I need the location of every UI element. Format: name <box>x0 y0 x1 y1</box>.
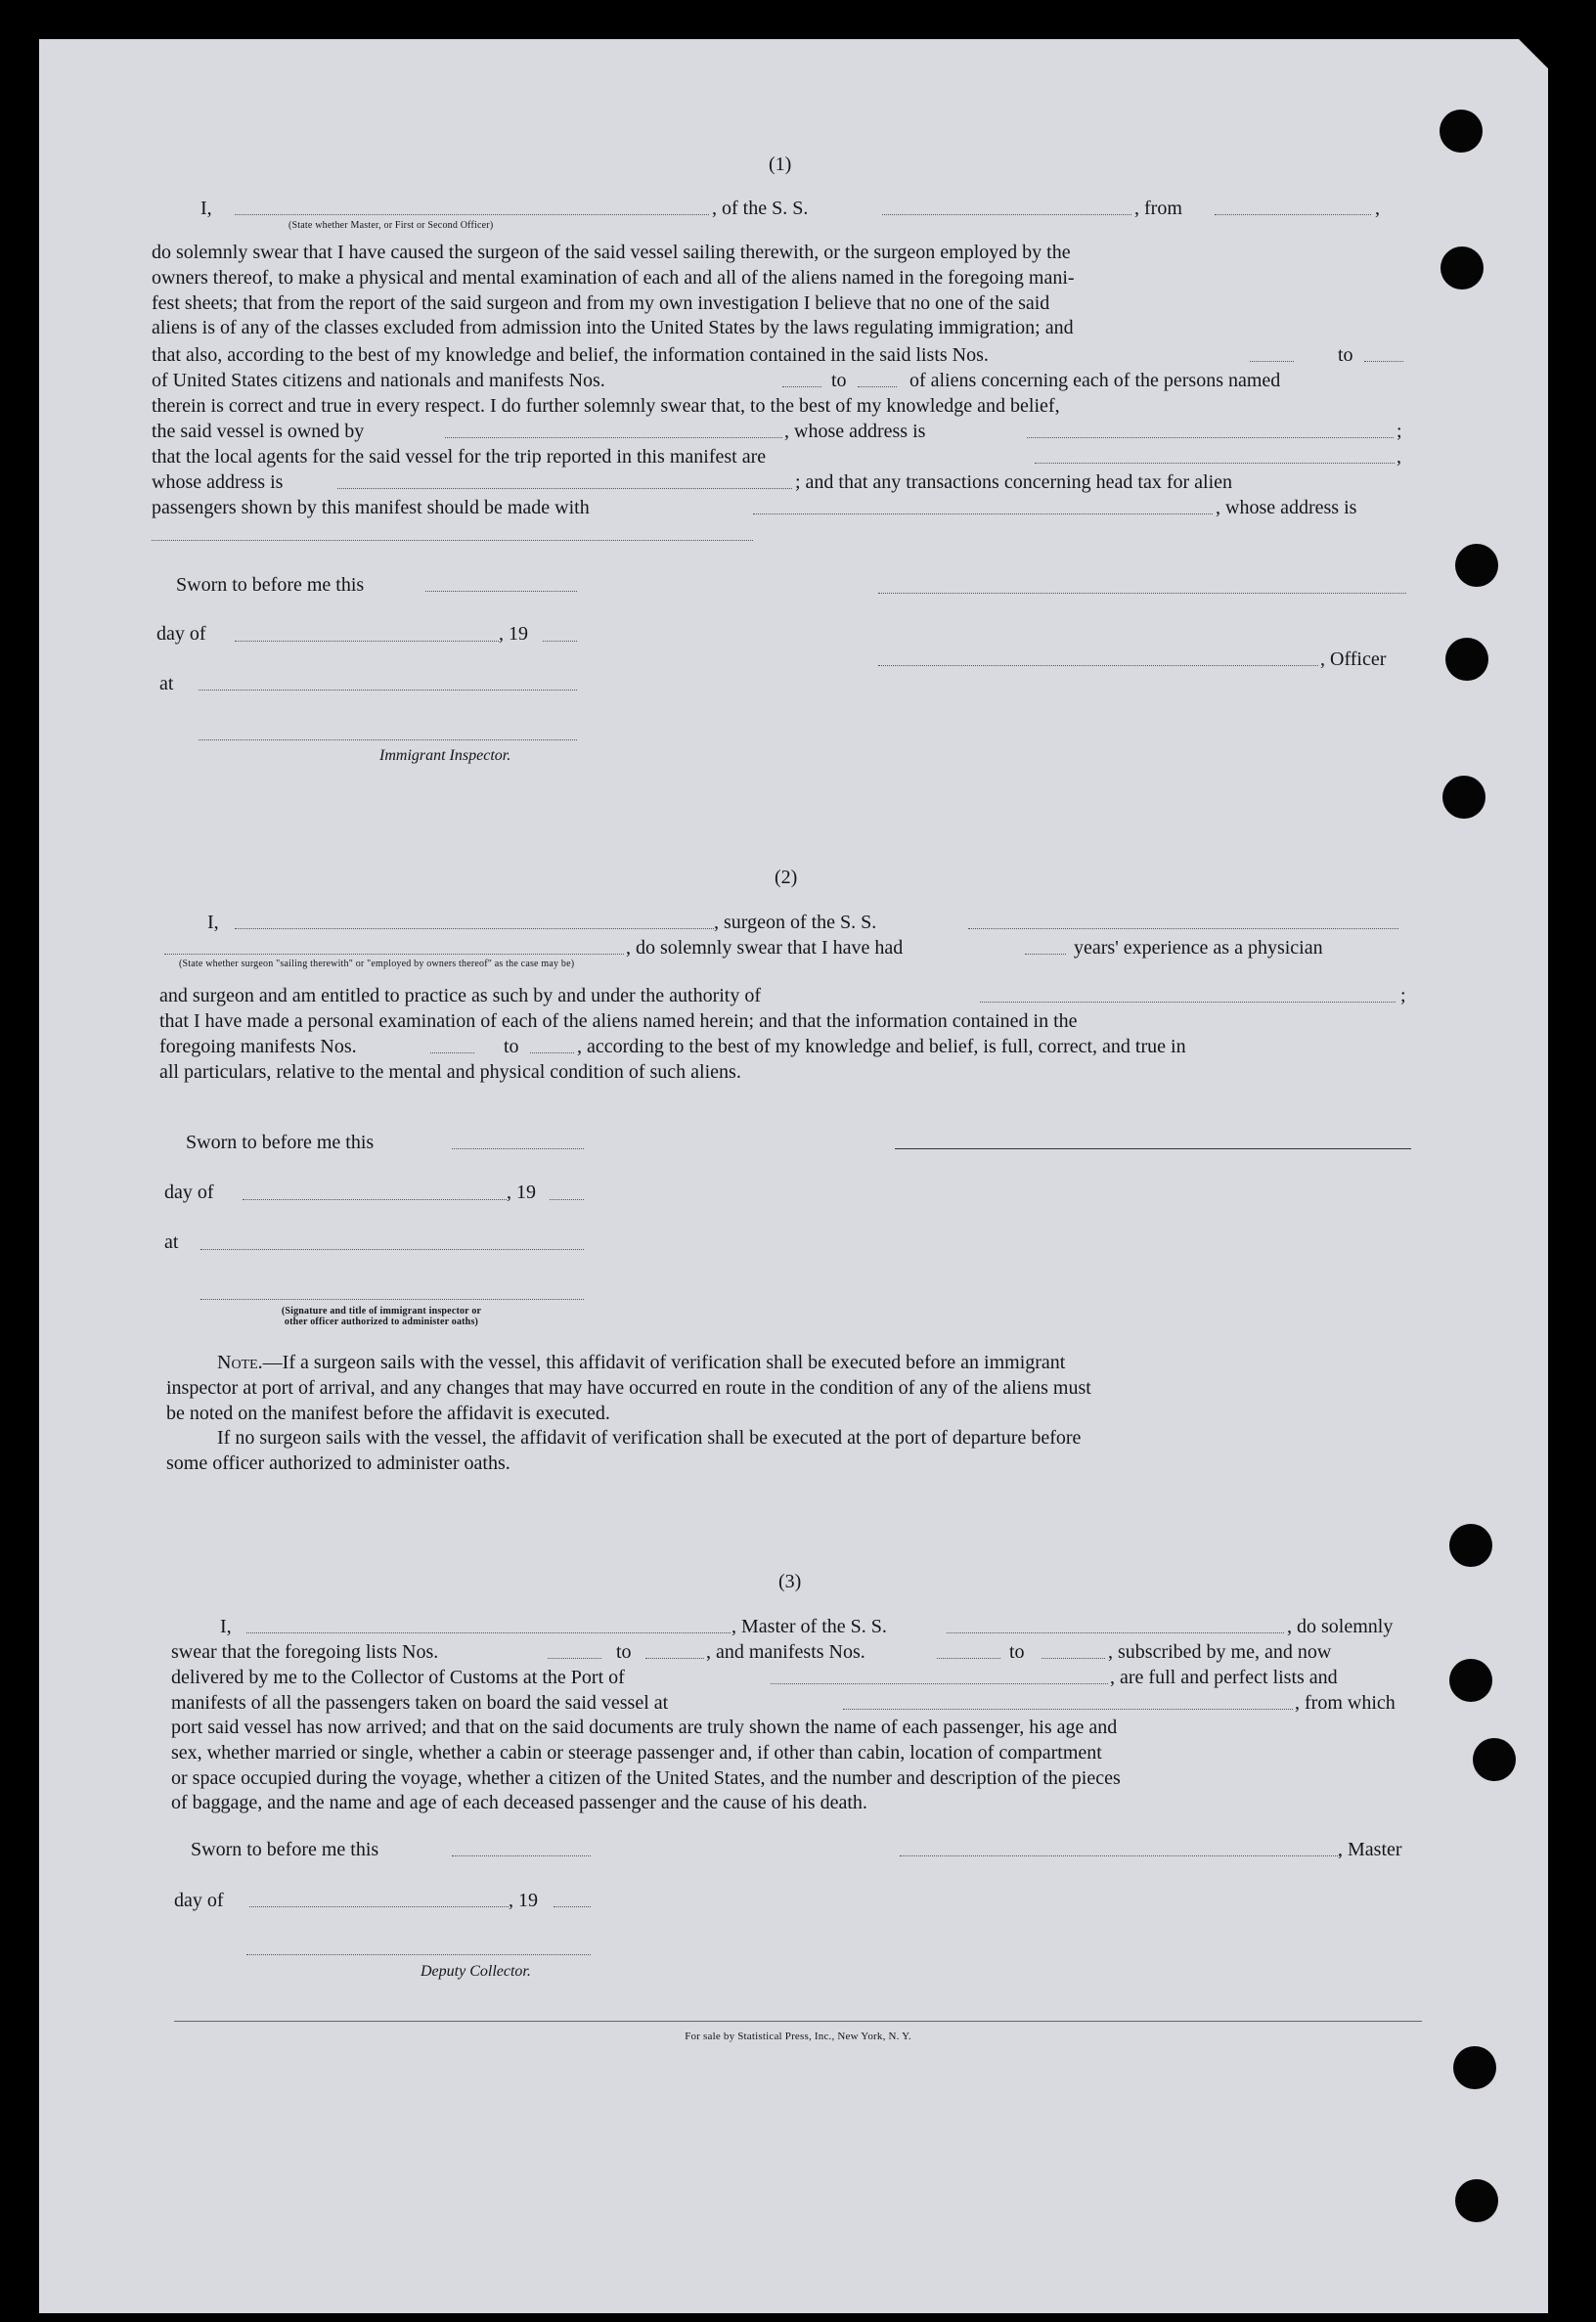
sec2-sig-note-1: (Signature and title of immigrant inspector or <box>281 1306 482 1317</box>
sec1-sworn: Sworn to before me this <box>176 574 365 596</box>
sec3-collector-label: Deputy Collector. <box>421 1963 531 1980</box>
sec3-boarding-port-field <box>843 1709 1293 1710</box>
sec2-day-of: day of <box>164 1182 214 1203</box>
sec3-master-sign-field <box>900 1855 1340 1856</box>
sec1-inspector-label: Immigrant Inspector. <box>379 747 511 764</box>
sec1-owner-field <box>445 437 782 438</box>
sec3-l1-master: , Master of the S. S. <box>732 1616 887 1637</box>
sec1-at: at <box>159 673 174 694</box>
sec1-headtax-address-field <box>152 540 753 541</box>
sec3-port-field <box>771 1683 1108 1684</box>
punch-hole <box>1441 246 1484 290</box>
sec1-officer-sign-field <box>878 665 1318 666</box>
punch-hole <box>1449 1524 1492 1567</box>
sec1-year: , 19 <box>499 623 528 645</box>
sec1-sworn-field <box>425 591 577 592</box>
sec2-note-p2-line-2: some officer authorized to administer oaths. <box>166 1452 510 1474</box>
sec3-manifests-to-field <box>1042 1658 1105 1659</box>
sec2-status-note: (State whether surgeon "sailing therewith" or "employed by owners thereof" as the case may be) <box>179 959 575 969</box>
sec1-manifests-from-field <box>782 386 821 387</box>
sec2-l2-years: years' experience as a physician <box>1074 937 1323 959</box>
sec2-sworn: Sworn to before me this <box>186 1132 375 1153</box>
sec1-passengers-address: , whose address is <box>1216 497 1357 518</box>
sec1-day-of: day of <box>156 623 206 645</box>
sec1-lists-to: to <box>1338 344 1353 366</box>
sec1-lists-text: that also, according to the best of my knowledge and belief, the information contained in the said lists Nos. <box>152 344 989 366</box>
sec2-note-p2-line-1: If no surgeon sails with the vessel, the affidavit of verification shall be executed at the port of departure before <box>217 1427 1082 1449</box>
sec2-authority-field <box>980 1002 1396 1003</box>
sec2-day-field <box>243 1199 507 1200</box>
sec2-l2-swear: , do solemnly swear that I have had <box>626 937 904 959</box>
sec2-l1-surgeon: , surgeon of the S. S. <box>714 912 877 933</box>
sec2-note-line-3: be noted on the manifest before the affidavit is executed. <box>166 1403 610 1424</box>
sec1-inspector-sign-field <box>199 739 577 740</box>
sec2-years-field <box>1025 954 1066 955</box>
sec3-master-name-field <box>246 1632 731 1633</box>
sec3-master-label: , Master <box>1338 1839 1402 1860</box>
sec1-lists-to-field <box>1364 361 1403 362</box>
sec3-sworn: Sworn to before me this <box>191 1839 379 1860</box>
sec3-lists-from-field <box>548 1658 601 1659</box>
sec1-owned-text: the said vessel is owned by <box>152 421 365 442</box>
sec3-body-line: sex, whether married or single, whether a cabin or steerage passenger and, if other than cabin, location of compartment <box>171 1741 1102 1764</box>
sec2-inspector-sign-field <box>200 1299 584 1300</box>
sec1-manifests-to-field <box>858 386 897 387</box>
sec2-sig-note-2: other officer authorized to administer oaths) <box>284 1317 479 1327</box>
sec2-sworn-field <box>452 1148 584 1149</box>
sec1-body-line: aliens is of any of the classes excluded from admission into the United States by the laws regulating immigration; and <box>152 317 1074 339</box>
sec3-l1-i: I, <box>220 1616 232 1637</box>
sec2-l6: all particulars, relative to the mental and physical condition of such aliens. <box>159 1061 741 1083</box>
sec1-citizens-rest: of aliens concerning each of the persons named <box>909 370 1281 391</box>
sec1-passengers-text: passengers shown by this manifest should be made with <box>152 497 590 518</box>
sec3-year: , 19 <box>509 1890 538 1911</box>
punch-hole <box>1455 544 1498 587</box>
sec1-body-line: fest sheets; that from the report of the said surgeon and from my own investigation I believe that no one of the said <box>152 291 1050 314</box>
sec2-note-line-2: inspector at port of arrival, and any changes that may have occurred en route in the condition of any of the aliens must <box>166 1377 1091 1399</box>
sec1-from-field <box>1215 214 1371 215</box>
sec3-l2-rest: , subscribed by me, and now <box>1108 1641 1332 1663</box>
sec1-at-field <box>199 690 577 691</box>
sec1-agents-field <box>1035 463 1395 464</box>
sec2-l4: that I have made a personal examination of each of the aliens named herein; and that the information contained in the <box>159 1010 1078 1032</box>
sec3-body-line: port said vessel has now arrived; and that on the said documents are truly shown the name of each passenger, his age and <box>171 1717 1118 1738</box>
punch-hole <box>1449 1659 1492 1702</box>
sec1-officer-note: (State whether Master, or First or Second Officer) <box>288 220 494 231</box>
sec1-signature-field <box>878 593 1406 594</box>
footer-rule <box>174 2021 1422 2022</box>
sec1-body <box>152 241 1403 341</box>
sec3-day-of: day of <box>174 1890 224 1911</box>
note-heading: Note. <box>217 1352 263 1373</box>
sec3-body-line: or space occupied during the voyage, whether a citizen of the United States, and the number and description of the pieces <box>171 1766 1121 1789</box>
punch-hole <box>1473 1738 1516 1781</box>
sec2-vessel-field <box>968 928 1398 929</box>
sec2-status-field <box>164 954 624 955</box>
sec2-at: at <box>164 1231 179 1253</box>
sec3-l2-to2: to <box>1009 1641 1025 1663</box>
sec1-officer-label: , Officer <box>1320 648 1387 670</box>
sec1-owner-address-field <box>1027 437 1394 438</box>
sec3-l2-text: swear that the foregoing lists Nos. <box>171 1641 439 1663</box>
sec1-officer-field <box>235 214 709 215</box>
sec1-agents-text: that the local agents for the said vessel for the trip reported in this manifest are <box>152 446 767 468</box>
sec3-body-line: of baggage, and the name and age of each deceased passenger and the cause of his death. <box>171 1792 867 1814</box>
sec3-sworn-field <box>452 1855 591 1856</box>
sec2-l5-to: to <box>504 1036 519 1057</box>
punch-hole <box>1453 2046 1496 2089</box>
sec2-year: , 19 <box>507 1182 536 1203</box>
sec3-body <box>171 1716 1420 1816</box>
sec3-manifests-from-field <box>937 1658 1000 1659</box>
sec1-year-field <box>543 641 577 642</box>
sec3-l4-text: manifests of all the passengers taken on board the said vessel at <box>171 1692 669 1714</box>
sec3-collector-sign-field <box>246 1954 591 1955</box>
sec3-day-field <box>249 1906 509 1907</box>
sec3-lists-to-field <box>645 1658 704 1659</box>
punch-hole <box>1442 776 1485 819</box>
sec2-l1-i: I, <box>207 912 219 933</box>
sec3-l3-rest: , are full and perfect lists and <box>1110 1667 1338 1688</box>
sec1-vessel-field <box>882 214 1131 215</box>
sec1-whose-rest: ; and that any transactions concerning head tax for alien <box>795 471 1233 493</box>
sec2-at-field <box>200 1249 584 1250</box>
sec2-l5-text: foregoing manifests Nos. <box>159 1036 357 1057</box>
punch-hole <box>1455 2179 1498 2222</box>
sec2-surgeon-name-field <box>235 928 714 929</box>
sec1-citizens-text: of United States citizens and nationals and manifests Nos. <box>152 370 605 391</box>
sec1-l1-i: I, <box>200 198 212 219</box>
sec2-signature-line <box>895 1148 1411 1149</box>
sec2-l3-semicolon: ; <box>1400 985 1406 1006</box>
sec1-correct-line: therein is correct and true in every respect. I do further solemnly swear that, to the best of my knowledge and belief, <box>152 395 1060 417</box>
folded-corner <box>1519 39 1548 68</box>
sec2-manifests-from-field <box>430 1052 474 1053</box>
sec2-l3-text: and surgeon and am entitled to practice as such by and under the authority of <box>159 985 761 1006</box>
section-2-number: (2) <box>775 867 798 888</box>
note-text: —If a surgeon sails with the vessel, this affidavit of verification shall be executed before an immigrant <box>262 1352 1066 1373</box>
sec3-l2-manifests: , and manifests Nos. <box>706 1641 865 1663</box>
sec2-year-field <box>550 1199 584 1200</box>
sec2-manifests-to-field <box>530 1052 574 1053</box>
sec1-citizens-to: to <box>831 370 847 391</box>
sec3-vessel-field <box>947 1632 1284 1633</box>
sec1-whose-text: whose address is <box>152 471 284 493</box>
sec3-l3-text: delivered by me to the Collector of Customs at the Port of <box>171 1667 625 1688</box>
sec1-l1-comma: , <box>1375 198 1380 219</box>
punch-hole <box>1440 110 1483 153</box>
sec3-l1-solemnly: , do solemnly <box>1287 1616 1394 1637</box>
sec3-year-field <box>554 1906 591 1907</box>
sec3-l4-rest: , from which <box>1295 1692 1396 1714</box>
sec1-l1-from: , from <box>1134 198 1182 219</box>
sec2-note-line-1 <box>217 1350 1065 1375</box>
sec1-agents-comma: , <box>1396 446 1401 468</box>
sec1-l1-ofss: , of the S. S. <box>712 198 809 219</box>
sec1-agent-address-field <box>337 488 792 489</box>
section-1-number: (1) <box>769 154 792 175</box>
sec1-owned-address: , whose address is <box>784 421 926 442</box>
sec1-day-field <box>235 641 499 642</box>
sec1-body-line: owners thereof, to make a physical and mental examination of each and all of the aliens named in the foregoing mani- <box>152 266 1075 289</box>
footer-imprint: For sale by Statistical Press, Inc., New York, N. Y. <box>685 2031 911 2042</box>
sec3-l2-to1: to <box>616 1641 632 1663</box>
sec2-l5-rest: , according to the best of my knowledge and belief, is full, correct, and true in <box>577 1036 1186 1057</box>
punch-hole <box>1445 638 1488 681</box>
sec1-owned-semicolon: ; <box>1396 421 1402 442</box>
sec1-lists-from-field <box>1250 361 1294 362</box>
section-3-number: (3) <box>778 1571 802 1592</box>
sec1-body-line: do solemnly swear that I have caused the surgeon of the said vessel sailing therewith, or the surgeon employed by the <box>152 242 1071 263</box>
